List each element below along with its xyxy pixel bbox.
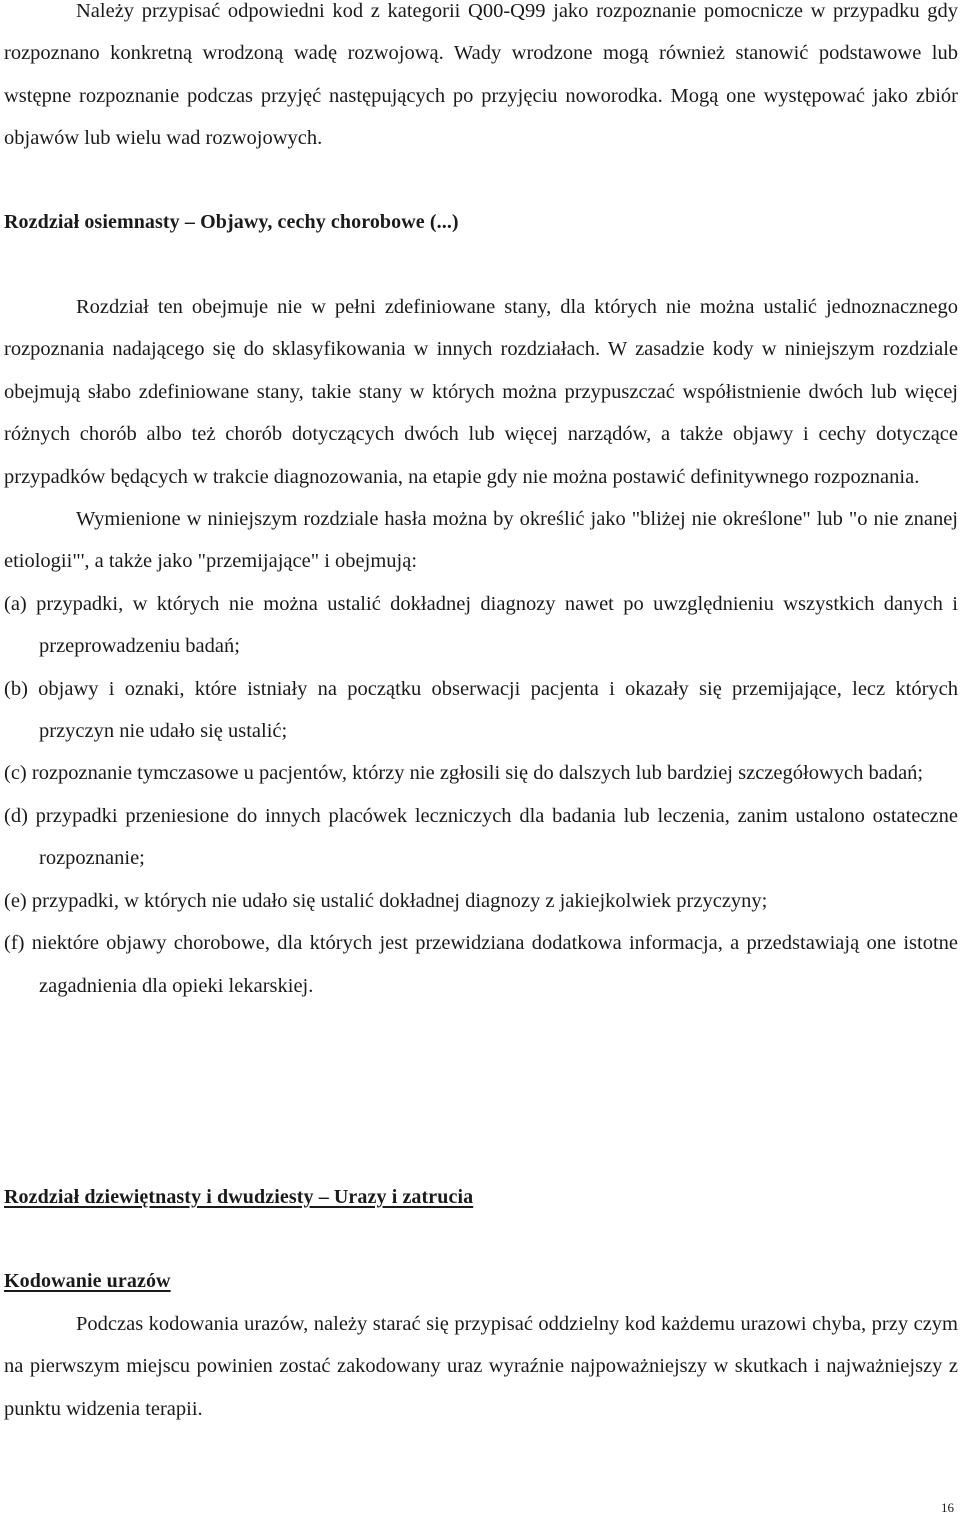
- list-item-b: (b) objawy i oznaki, które istniały na początku obserwacji pacjenta i okazały się przemijające, lecz których przyczyn nie udało się ustalić;: [4, 677, 958, 743]
- list-item-d: (d) przypadki przeniesione do innych placówek leczniczych dla badania lub leczenia, zanim ustalono ostateczne rozpoznanie;: [4, 804, 958, 870]
- list-item-a: (a) przypadki, w których nie można ustalić dokładnej diagnozy nawet po uwzględnieniu wszystkich danych i przeprowadzeniu badań;: [4, 592, 958, 658]
- intro-paragraph: Należy przypisać odpowiedni kod z kategorii Q00-Q99 jako rozpoznanie pomocnicze w przypadku gdy rozpoznano konkretną wrodzoną wadę rozwojową. Wady wrodzone mogą również stanowić podstawowe lub wstępne rozpoznanie podczas przyjęć następujących po przyjęciu noworodka. Mogą one występować jako zbiór objawów lub wielu wad rozwojowych.: [4, 0, 958, 150]
- intro-section: [4, 0, 958, 160]
- chapter18-paragraph-1: Rozdział ten obejmuje nie w pełni zdefiniowane stany, dla których nie można ustalić jednoznacznego rozpoznania nadającego się do sklasyfikowania w innych rozdziałach. W zasadzie kody w niniejszym rozdziale obejmują słabo zdefiniowane stany, takie stany w których można przypuszczać współistnienie dwóch lub więcej różnych chorób albo też chorób dotyczących dwóch lub więcej narządów, a także objawy i cechy dotyczące przypadków będących w trakcie diagnozowania, na etapie gdy nie można postawić definitywnego rozpoznania.: [4, 296, 958, 488]
- list-item-e: (e) przypadki, w których nie udało się ustalić dokładnej diagnozy z jakiejkolwiek przyczyny;: [4, 889, 768, 912]
- chapter18-heading: Rozdział osiemnasty – Objawy, cechy chorobowe (...): [4, 211, 459, 233]
- list-item-c: (c) rozpoznanie tymczasowe u pacjentów, którzy nie zgłosili się do dalszych lub bardziej szczegółowych badań;: [4, 762, 924, 785]
- chapter19-20-heading: Rozdział dziewiętnasty i dwudziesty – Urazy i zatrucia: [4, 1186, 474, 1208]
- page-number: 16: [941, 1500, 954, 1515]
- chapter18-paragraph-2: Wymienione w niniejszym rozdziale hasła można by określić jako "bliżej nie określone" lub "o nie znanej etiologii"', a także jako "przemijające" i obejmują:: [4, 508, 958, 573]
- injury-coding-paragraph: Podczas kodowania urazów, należy starać się przypisać oddzielny kod każdemu urazowi chyba, przy czym na pierwszym miejscu powinien zostać zakodowany uraz wyraźnie najpoważniejszy w skutkach i najważniejszy z punktu widzenia terapii.: [4, 1313, 958, 1420]
- chapter18-list: [4, 583, 958, 1007]
- injury-coding-body: [4, 1303, 958, 1430]
- document-page: [4, 0, 958, 1519]
- injury-coding-heading: Kodowanie urazów: [4, 1270, 171, 1292]
- chapter18-body: [4, 286, 958, 1007]
- list-item-f: (f) niektóre objawy chorobowe, dla których jest przewidziana dodatkowa informacja, a przedstawiają one istotne zagadnienia dla opieki lekarskiej.: [4, 932, 958, 997]
